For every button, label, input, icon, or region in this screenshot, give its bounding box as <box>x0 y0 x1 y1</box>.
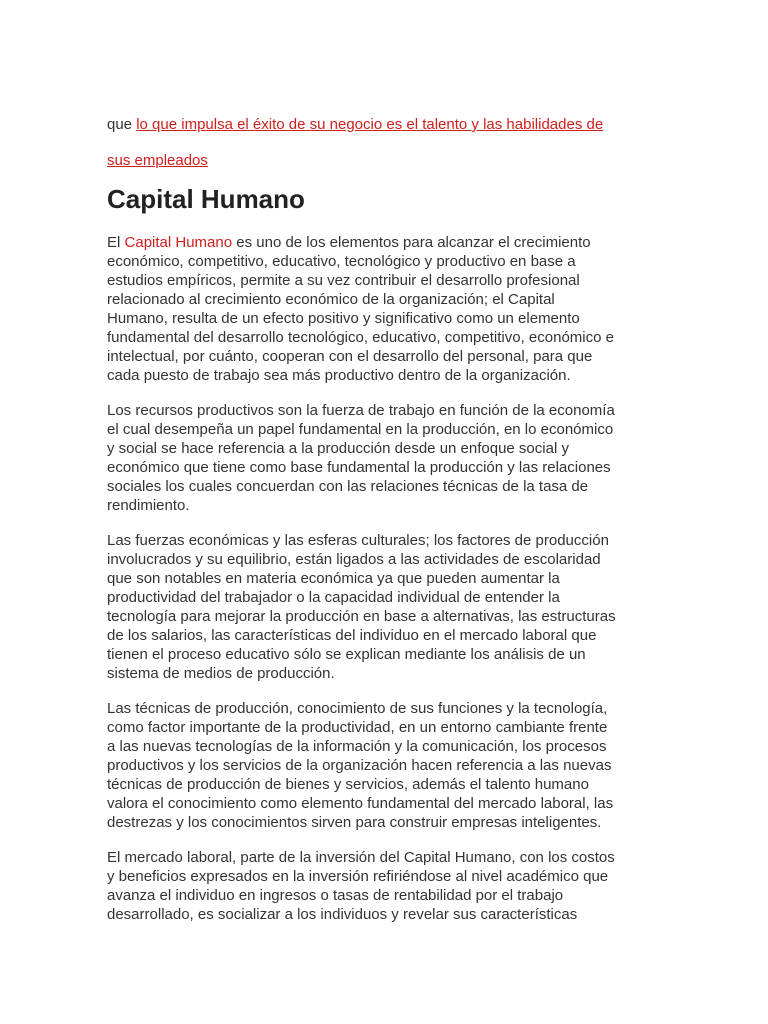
paragraph-1-line: estudios empíricos, permite a su vez contribuir el desarrollo profesional <box>107 272 580 289</box>
paragraph-2-line: y social se hace referencia a la producción desde un enfoque social y <box>107 440 569 457</box>
section-heading: Capital Humano <box>107 184 305 214</box>
paragraph-4-line: valora el conocimiento como elemento fundamental del mercado laboral, las <box>107 795 614 812</box>
paragraph-5 <box>107 848 663 924</box>
paragraph-3-line: sistema de medios de producción. <box>107 665 335 682</box>
paragraph-1-line: económico, competitivo, educativo, tecnológico y productivo en base a <box>107 253 576 270</box>
paragraph-1-line: intelectual, por cuánto, cooperan con el desarrollo del personal, para que <box>107 348 593 365</box>
paragraph-1-line: fundamental del desarrollo tecnológico, educativo, competitivo, económico e <box>107 329 614 346</box>
paragraph-1 <box>107 233 663 385</box>
paragraph-3-line: productividad del trabajador o la capacidad individual de entender la <box>107 589 560 606</box>
intro-line-1 <box>107 107 663 143</box>
paragraph-5-line: El mercado laboral, parte de la inversión del Capital Humano, con los costos <box>107 849 615 866</box>
talent-link-continued[interactable]: sus empleados <box>107 152 208 169</box>
paragraph-4-line: como factor importante de la productividad, en un entorno cambiante frente <box>107 719 608 736</box>
article-body <box>107 233 663 940</box>
paragraph-2-line: Los recursos productivos son la fuerza de trabajo en función de la economía <box>107 402 615 419</box>
paragraph-4 <box>107 699 663 832</box>
paragraph-5-line: avanza el individuo en ingresos o tasas de rentabilidad por el trabajo <box>107 887 564 904</box>
paragraph-2-line: económico que tiene como base fundamental la producción y las relaciones <box>107 459 611 476</box>
paragraph-3-line: de los salarios, las características del individuo en el mercado laboral que <box>107 627 597 644</box>
intro-text <box>107 107 663 179</box>
paragraph-3-line: que son notables en materia económica ya que pueden aumentar la <box>107 570 560 587</box>
paragraph-5-line: desarrollado, es socializar a los individuos y revelar sus características <box>107 906 578 923</box>
paragraph-3-line: Las fuerzas económicas y las esferas culturales; los factores de producción <box>107 532 609 549</box>
paragraph-3-line: involucrados y su equilibrio, están ligados a las actividades de escolaridad <box>107 551 601 568</box>
talent-link[interactable]: lo que impulsa el éxito de su negocio es el talento y las habilidades de <box>136 116 604 133</box>
paragraph-1-line: cada puesto de trabajo sea más productivo dentro de la organización. <box>107 367 571 384</box>
paragraph-1-line: Humano, resulta de un efecto positivo y significativo como un elemento <box>107 310 580 327</box>
intro-line-2 <box>107 143 663 179</box>
paragraph-5-line: y beneficios expresados en la inversión refiriéndose al nivel académico que <box>107 868 609 885</box>
paragraph-4-line: Las técnicas de producción, conocimiento de sus funciones y la tecnología, <box>107 700 608 717</box>
paragraph-4-line: técnicas de producción de bienes y servicios, además el talento humano <box>107 776 589 793</box>
paragraph-1-line: relacionado al crecimiento económico de la organización; el Capital <box>107 291 555 308</box>
paragraph-2-line: sociales los cuales concuerdan con las relaciones técnicas de la tasa de <box>107 478 589 495</box>
capital-humano-link[interactable]: Capital Humano <box>124 234 233 251</box>
intro-prefix: que <box>107 116 137 133</box>
paragraph-3-line: tecnología para mejorar la producción en base a alternativas, las estructuras <box>107 608 616 625</box>
paragraph-4-line: a las nuevas tecnologías de la información y la comunicación, los procesos <box>107 738 607 755</box>
paragraph-2-line: el cual desempeña un papel fundamental en la producción, en lo económico <box>107 421 614 438</box>
paragraph-1-first-rest: es uno de los elementos para alcanzar el crecimiento <box>232 234 591 251</box>
paragraph-1-lead: El <box>107 234 125 251</box>
paragraph-4-line: destrezas y los conocimientos sirven para construir empresas inteligentes. <box>107 814 602 831</box>
paragraph-3 <box>107 531 663 683</box>
paragraph-3-line: tienen el proceso educativo sólo se explican mediante los análisis de un <box>107 646 586 663</box>
paragraph-4-line: productivos y los servicios de la organización hacen referencia a las nuevas <box>107 757 612 774</box>
paragraph-2-line: rendimiento. <box>107 497 190 514</box>
paragraph-2 <box>107 401 663 515</box>
paragraph-1-line-0 <box>107 233 663 252</box>
